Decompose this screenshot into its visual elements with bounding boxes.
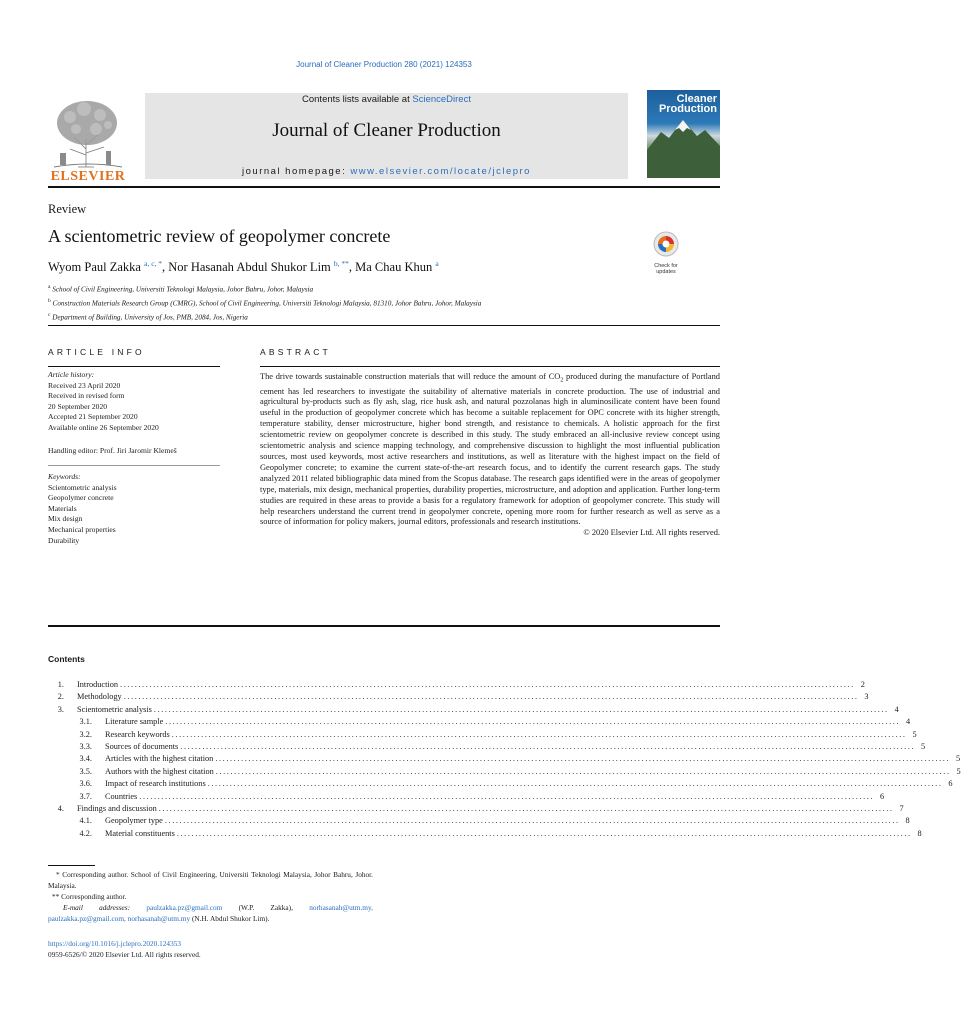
toc-leader-dots: ........................................................................................................................................................................................................ (120, 680, 855, 689)
toc-page-number[interactable]: 4 (894, 704, 899, 714)
contents-available-line (145, 94, 628, 105)
keyword-item: Mix design (48, 514, 83, 524)
keyword-item: Durability (48, 535, 80, 545)
homepage-prefix: journal homepage: (242, 166, 351, 177)
toc-entry[interactable] (48, 791, 885, 803)
journal-cover-image[interactable] (647, 90, 720, 178)
keywords (48, 472, 220, 546)
abstract-heading: ABSTRACT (260, 347, 331, 357)
toc-entry[interactable] (48, 753, 961, 765)
toc-page-number[interactable]: 2 (860, 680, 865, 689)
toc-entry[interactable] (48, 778, 953, 790)
affiliations (48, 282, 481, 324)
toc-label[interactable]: Literature sample (105, 717, 164, 727)
toc-label[interactable]: Countries (105, 791, 138, 801)
email-link[interactable]: paulzakka.pz@gmail.com (146, 903, 223, 912)
article-history (48, 370, 220, 434)
toc-page-number[interactable]: 3 (864, 692, 869, 702)
toc-number: 4.2. (79, 828, 92, 838)
toc-entry[interactable] (48, 766, 961, 778)
check-for-updates-badge[interactable] (648, 230, 684, 275)
journal-citation[interactable]: Journal of Cleaner Production 280 (2021) 124353 (296, 60, 472, 69)
toc-page-number[interactable]: 6 (879, 791, 885, 801)
toc-page-number[interactable]: 5 (956, 766, 961, 776)
author-marks[interactable]: a (435, 259, 439, 268)
footnote-rule (48, 865, 95, 866)
corresponding-author-note: * Corresponding author. School of Civil Engineering, Universiti Teknologi Malaysia, Johor Bahru, Johor. Malaysia. (48, 870, 373, 890)
abstract-divider (48, 625, 720, 627)
author-list: Wyom Paul Zakka $^{a, c, *}$, Nor Hasanah Abdul Shukor Lim $^{b, **}$, Ma Chau Khun $^a$ (48, 259, 439, 275)
article-info-heading: ARTICLE INFO (48, 347, 145, 357)
toc-number: 3.3. (79, 742, 92, 751)
history-label: Article history: (48, 370, 95, 379)
sciencedirect-link[interactable]: ScienceDirect (412, 94, 471, 105)
toc-entry[interactable] (48, 679, 865, 691)
toc-leader-dots: ........................................................................................................................................................................................................ (123, 692, 859, 702)
toc-entry[interactable] (48, 803, 904, 815)
toc-leader-dots: ........................................................................................................................................................................................................ (215, 766, 951, 776)
keywords-rule (48, 465, 220, 466)
toc-number: 4. (57, 804, 64, 813)
toc-label[interactable]: Research keywords (105, 729, 170, 739)
toc-leader-dots: ........................................................................................................................................................................................................ (165, 717, 901, 727)
toc-label[interactable]: Introduction (77, 680, 119, 689)
elsevier-wordmark: ELSEVIER (50, 169, 126, 184)
toc-label[interactable]: Methodology (77, 692, 122, 702)
history-item: Received 23 April 2020 (48, 380, 121, 390)
header-divider (48, 325, 720, 326)
toc-page-number[interactable]: 8 (917, 828, 922, 838)
keyword-item: Geopolymer concrete (48, 493, 114, 503)
toc-entry[interactable] (48, 691, 869, 703)
doi-link[interactable]: https://doi.org/10.1016/j.jclepro.2020.124353 (48, 939, 182, 948)
author-name[interactable]: Wyom Paul Zakka (48, 260, 141, 275)
elsevier-logo (48, 93, 128, 183)
history-item: Available online 26 September 2020 (48, 422, 159, 432)
toc-page-number[interactable]: 5 (920, 742, 926, 751)
toc-number: 3.4. (79, 754, 92, 764)
keyword-item: Mechanical properties (48, 524, 116, 534)
homepage-link[interactable]: www.elsevier.com/locate/jclepro (350, 166, 531, 177)
toc-leader-dots: ........................................................................................................................................................................................................ (215, 754, 951, 764)
toc-number: 3.7. (79, 791, 92, 801)
cover-title: Cleaner Production (658, 93, 717, 115)
toc-number: 3.5. (79, 766, 92, 776)
author-marks[interactable]: b, ** (333, 259, 349, 268)
toc-page-number[interactable]: 8 (905, 816, 910, 826)
toc-page-number[interactable]: 5 (912, 729, 917, 739)
toc-page-number[interactable]: 5 (956, 754, 961, 764)
contents-prefix: Contents lists available at (302, 94, 413, 105)
doi-block (48, 938, 201, 960)
toc-label[interactable]: Findings and discussion (77, 804, 157, 813)
toc-number: 3. (57, 704, 64, 714)
toc-label[interactable]: Material constituents (105, 828, 175, 838)
toc-number: 2. (57, 692, 64, 702)
author-marks[interactable]: a, c, * (144, 259, 163, 268)
handling-editor: Handling editor: Prof. Jiri Jaromir Klemeš (48, 446, 177, 455)
article-title: A scientometric review of geopolymer concrete (48, 226, 391, 246)
article-info-rule (48, 366, 220, 367)
contents-heading: Contents (48, 654, 85, 664)
toc-leader-dots: ........................................................................................................................................................................................................ (176, 828, 912, 838)
history-item: Accepted 21 September 2020 (48, 412, 138, 422)
email-link[interactable]: paulzakka.pz@gmail.com, (48, 914, 126, 923)
affiliation-item: $^a$ School of Civil Engineering, Universiti Teknologi Malaysia, Johor Bahru, Johor, Malaysia (48, 284, 314, 294)
toc-number: 3.6. (79, 779, 92, 789)
toc-leader-dots: ........................................................................................................................................................................................................ (171, 729, 907, 739)
toc-label[interactable]: Authors with the highest citation (105, 766, 214, 776)
toc-label[interactable]: Sources of documents (105, 742, 179, 751)
toc-entry[interactable] (48, 716, 911, 728)
toc-page-number[interactable]: 6 (948, 779, 953, 789)
toc-leader-dots: ........................................................................................................................................................................................................ (158, 804, 894, 813)
toc-number: 3.2. (79, 729, 92, 739)
affiliation-item: $^c$ Department of Building, University of Jos, PMB, 2084, Jos, Nigeria (48, 311, 248, 322)
footnotes (48, 869, 373, 924)
email-link[interactable]: norhasanah@utm.my (127, 914, 191, 923)
toc-label[interactable]: Impact of research institutions (105, 779, 206, 789)
toc-number: 3.1. (79, 717, 92, 727)
email-addresses: E-mail addresses: paulzakka.pz@gmail.com (W.P. Zakka), norhasanah@utm.my, paulzakka.pz@gmail.com, norhasanah@utm.my (N.H. Abdul Shukor Lim). (48, 903, 373, 923)
toc-label[interactable]: Articles with the highest citation (105, 754, 214, 764)
toc-number: 1. (57, 680, 64, 689)
journal-title: Journal of Cleaner Production (272, 120, 501, 141)
toc-entry[interactable] (48, 815, 910, 827)
masthead-divider (48, 186, 720, 188)
check-for-updates-icon (648, 230, 684, 258)
abstract-copyright: © 2020 Elsevier Ltd. All rights reserved. (583, 528, 720, 538)
abstract-rule (260, 366, 720, 367)
journal-homepage-line (145, 166, 628, 177)
email-link[interactable]: norhasanah@utm.my, (309, 903, 373, 912)
toc-leader-dots: ........................................................................................................................................................................................................ (164, 816, 900, 826)
history-item: 20 September 2020 (48, 401, 108, 411)
author-name[interactable]: Nor Hasanah Abdul Shukor Lim (168, 260, 331, 275)
toc-number: 4.1. (79, 816, 92, 826)
toc-label[interactable]: Scientometric analysis (77, 704, 152, 714)
toc-entry[interactable] (48, 828, 922, 840)
keyword-item: Materials (48, 503, 77, 513)
toc-entry[interactable] (48, 704, 899, 716)
issn-copyright: 0959-6526/© 2020 Elsevier Ltd. All rights reserved. (48, 950, 201, 959)
toc-page-number[interactable]: 7 (899, 804, 904, 813)
toc-leader-dots: ........................................................................................................................................................................................................ (207, 779, 943, 789)
article-type: Review (48, 202, 87, 216)
toc-leader-dots: ........................................................................................................................................................................................................ (180, 742, 916, 751)
toc-entry[interactable] (48, 741, 926, 753)
toc-label[interactable]: Geopolymer type (105, 816, 163, 826)
corresponding-author-note: ** Corresponding author. (52, 892, 127, 901)
toc-leader-dots: ........................................................................................................................................................................................................ (139, 791, 875, 801)
toc-page-number[interactable]: 4 (905, 717, 911, 727)
affiliation-item: $^b$ Construction Materials Research Group (CMRG), School of Civil Engineering, Universiti Teknologi Malaysia, 81310, Johor Bahru, Johor, Malaysia (48, 297, 482, 308)
toc-entry[interactable] (48, 729, 917, 741)
keywords-label: Keywords: (48, 472, 81, 481)
check-for-updates-label: Check for updates (654, 263, 678, 275)
abstract-body: The drive towards sustainable construction materials that will reduce the amount of $CO_2$ produced during the manufacture of Portland cement has led researchers to investigate the suitability of alternative materials in concrete production. The use of industrial and agricultural by-products such as fly ash, slag, rice husk ash, and natural pozzolanas high in aluminosilicate content have been found useful in the production of geopolymer concrete which has become a suitable replacement for OPC concrete with its higher strength, temperature stability, denser microstructure, higher bond strength, and resistance to chemicals. A holistic approach for the first scientometric review on geopolymer concrete is described in this study. The study embraced an all-inclusive review concept using scientometric analysis and science mapping technology, and comprehensive discussion to highlight the most influential publication sources, most used keywords, most active researchers and institutions, as well as literature with the highest impact on the field of Geopolymer concrete; to examine the current state-of-the-art research focus, and to identify the current research gaps. The study analyzed 2011 related bibliographic data mined from the Scopus database. The research gaps identified were in the areas of geopolymer type, materials, mix design, mechanical properties, durability properties, microstructure, and adoption and application. Further long-term studies are required in these areas to provide a basis for a regulatory framework for adoption of geopolymer concrete. This study will help researchers understand the current trend in geopolymer concrete, opening more room for further research as well as serve as a source of information for policy makers, journal editors, professionals and research institutions. © 2020 Elsevier Ltd. All rights reserved. (260, 372, 720, 538)
author-name[interactable]: Ma Chau Khun (355, 260, 433, 275)
keyword-item: Scientometric analysis (48, 482, 117, 492)
toc-leader-dots: ........................................................................................................................................................................................................ (153, 704, 889, 714)
history-item: Received in revised form (48, 391, 125, 401)
